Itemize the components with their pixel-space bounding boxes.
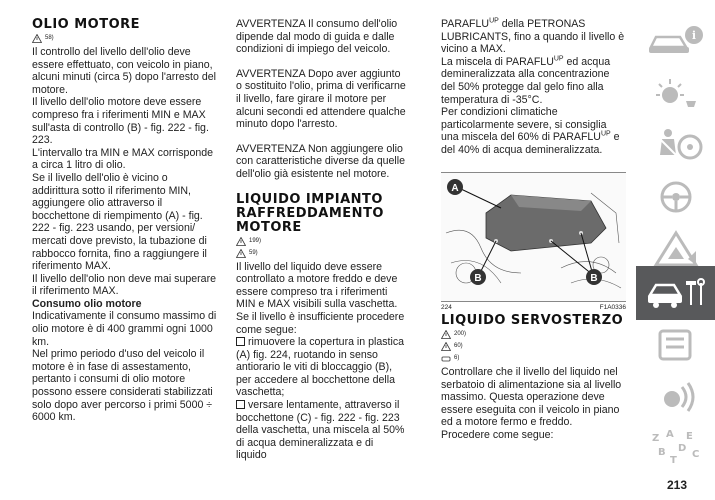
svg-text:Z: Z [651, 433, 659, 444]
svg-text:D: D [677, 443, 686, 454]
figure-code: F1A0336 [599, 304, 626, 311]
column-2 [236, 18, 406, 462]
index-icon [646, 427, 706, 467]
svg-text:C: C [691, 449, 699, 460]
paragraph: L'intervallo tra MIN e MAX corrisponde a circa 1 litro di olio. [32, 146, 214, 172]
warning-triangle-icon [236, 249, 246, 258]
car-lift-icon [441, 354, 451, 363]
section-title-liquido-servosterzo: LIQUIDO SERVOSTERZO [441, 313, 624, 328]
warning-triangle-icon [441, 330, 451, 339]
paragraph: $PARAFLU^{UP}$ della PETRONAS LUBRICANTS, fino a quando il livello è vicino a MAX. [441, 17, 625, 56]
svg-text:A: A [665, 429, 674, 440]
paragraph: Nel primo periodo d'uso del veicolo il motore è in fase di assestamento, pertanto i consumi di olio motore possono essere considerati stabilizzati solo dopo aver percorso i primi 5000 ÷ 6000 km. [32, 348, 213, 424]
paragraph: Indicativamente il consumo massimo di olio motore è di 400 grammi ogni 1000 km. [32, 310, 217, 348]
paragraph: Il livello dell'olio non deve mai superare il riferimento MAX. [32, 272, 216, 298]
paragraph: La miscela di $PARAFLU^{UP}$ ed acqua demineralizzata alla concentrazione del 50% protegge dal gelo fino alla temperatura di -35°C. [441, 55, 611, 106]
tab-specifications[interactable] [636, 318, 715, 372]
car-maintenance-icon [644, 273, 708, 313]
paragraph: Controllare che il livello del liquido nel serbatoio di alimentazione sia al livello massimo. Questa operazione deve essere eseguita con il veicolo in piano ed a motore fermo e freddo. [441, 366, 622, 429]
svg-text:B: B [590, 273, 598, 284]
tab-multimedia[interactable] [636, 370, 715, 424]
warning-ref: 60) [441, 342, 626, 351]
svg-text:E: E [685, 431, 693, 442]
warning-ref: 199) [236, 237, 406, 246]
warning-note: AVVERTENZA Il consumo dell'olio dipende dal modo di guida e dalle condizioni di impiego del veicolo. [236, 18, 398, 56]
paragraph: Procedere come segue: [441, 428, 554, 441]
paragraph: Se il livello è insufficiente procedere come segue: [236, 310, 405, 336]
warning-ref: 59) [236, 249, 406, 258]
seatbelt-icon [646, 125, 706, 165]
warning-triangle-icon [646, 229, 706, 269]
warning-ref: 200) [441, 330, 626, 339]
tab-car-info[interactable] [636, 14, 715, 68]
steering-wheel-icon [646, 177, 706, 217]
warning-ref: 58) [32, 34, 217, 43]
paragraph: Per condizioni climatiche particolarmente severe, si consiglia una miscela del 60% di $PARAFLU^{UP}$ e del 40% di acqua demineralizzata. [441, 106, 620, 156]
warning-triangle-icon [236, 237, 246, 246]
warning-triangle-icon [441, 342, 451, 351]
paragraph: Il livello dell'olio motore deve essere compreso fra i riferimenti MIN e MAX sull'asta di controllo (B) - fig. 222 - fig. 223. [32, 96, 209, 147]
svg-text:A: A [451, 183, 459, 194]
car-info-icon [646, 21, 706, 61]
svg-text:B: B [474, 273, 482, 284]
warning-note: AVVERTENZA Non aggiungere olio con caratteristiche diverse da quelle dell'olio già esistente nel motore. [236, 142, 406, 180]
chapter-sidebar [636, 0, 715, 500]
paragraph: Se il livello dell'olio è vicino o addirittura sotto il riferimento MIN, aggiungere olio attraverso il bocchettone di riempimento (A) - fig. 222 - fig. 223 usando, per versioni/ mercati dove previsto, la tubazione di rabbocco fornita, fino a raggiungere il riferimento MAX. [32, 171, 207, 273]
checkbox-bullet-icon [236, 337, 245, 346]
figure-224 [441, 172, 626, 311]
figure-number: 224 [441, 304, 452, 311]
specifications-icon [646, 325, 706, 365]
paragraph: Il livello del liquido deve essere controllato a motore freddo e deve essere compreso tra i riferimenti MIN e MAX visibili sulla vaschetta. [236, 260, 398, 311]
column-3 [441, 18, 626, 157]
section-servosterzo [441, 314, 626, 442]
warning-ref: 6) [441, 354, 626, 363]
svg-text:T: T [669, 455, 677, 466]
warning-note: AVVERTENZA Dopo aver aggiunto o sostituito l'olio, prima di verificarne il livello, fare girare il motore per alcuni secondi ed attendere qualche minuto dopo l'arresto. [236, 67, 406, 131]
radio-multimedia-icon [646, 377, 706, 417]
section-title-olio-motore: OLIO MOTORE [32, 17, 141, 32]
paragraph: Il controllo del livello dell'olio deve essere effettuato, con veicolo in piano, alcuni minuti (circa 5) dopo l'arresto del motore. [32, 46, 216, 96]
tab-index[interactable] [636, 420, 715, 474]
page-number: 213 [667, 478, 688, 492]
checkbox-bullet-icon [236, 400, 245, 409]
svg-text:i: i [691, 29, 696, 42]
dashboard-lights-icon [646, 73, 706, 113]
subheading-consumo: Consumo olio motore [32, 297, 142, 310]
column-1 [32, 18, 217, 424]
warning-triangle-icon [32, 34, 42, 43]
tab-starting-driving[interactable] [636, 170, 715, 224]
tab-maintenance-active[interactable] [636, 266, 715, 320]
svg-text:B: B [657, 447, 666, 458]
step: versare lentamente, attraverso il bocchettone (C) - fig. 222 - fig. 223 della vaschetta, una miscela al 50% di acqua demineralizzata e di liquido [236, 399, 405, 462]
tab-dashboard-lights[interactable] [636, 66, 715, 120]
tab-safety[interactable] [636, 118, 715, 172]
section-title-liquido-raffreddamento: LIQUIDO IMPIANTO RAFFREDDAMENTO MOTORE [236, 191, 384, 235]
step: rimuovere la copertura in plastica (A) fig. 224, ruotando in senso antiorario le viti di bloccaggio (B), per accedere al bocchettone della vaschetta; [236, 336, 405, 399]
engine-cover-illustration [441, 173, 626, 301]
